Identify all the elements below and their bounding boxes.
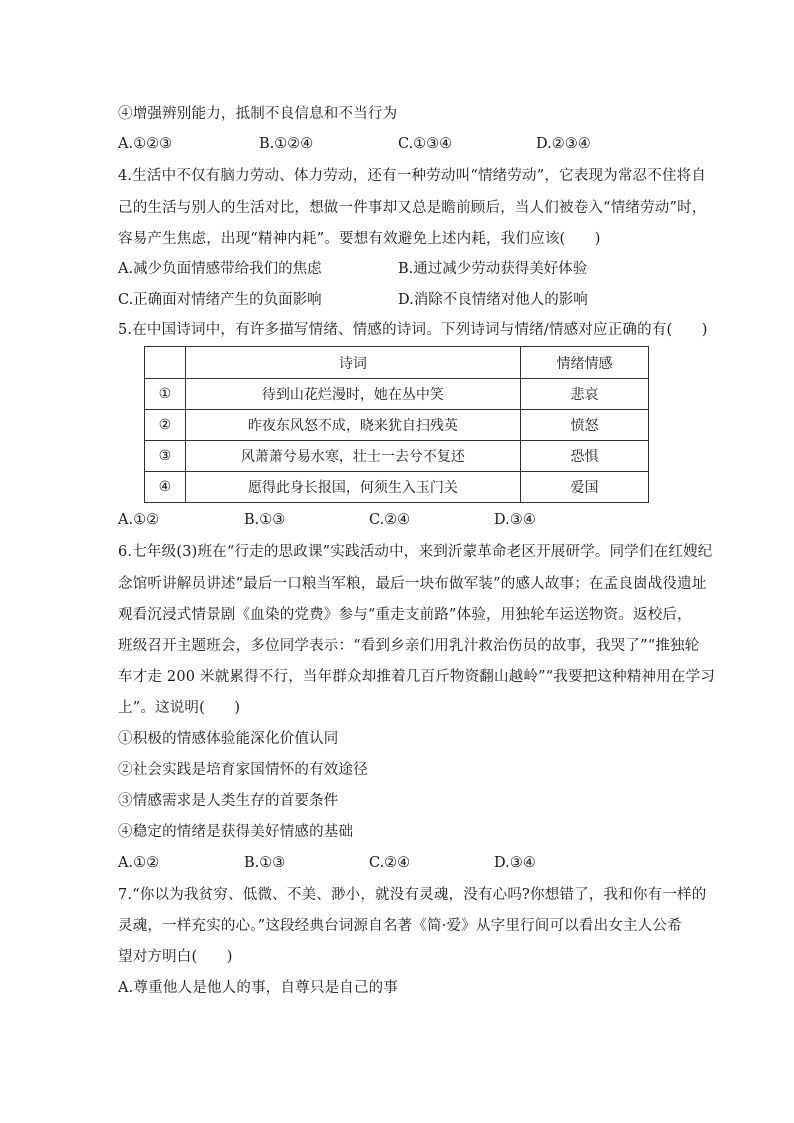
q6-item-4: ④稳定的情绪是获得美好情感的基础	[118, 824, 354, 840]
q6-stem-line-3: 观看沉浸式情景剧《血染的党费》参与“重走支前路”体验，用独轮车运送物资。返校后，	[118, 607, 692, 623]
q5-row-poem: 愿得此身长报国，何须生入玉门关	[185, 472, 520, 503]
q6-option-b[interactable]: B.①③	[244, 855, 286, 871]
q6-stem-line-6: 上”。这说明( )	[118, 700, 241, 716]
q4-option-d[interactable]: D.消除不良情绪对他人的影响	[398, 292, 588, 308]
q4-option-c[interactable]: C.正确面对情绪产生的负面影响	[118, 292, 322, 308]
q3-option-d[interactable]: D.②③④	[536, 136, 591, 152]
q6-item-1: ①积极的情感体验能深化价值认同	[118, 731, 339, 747]
q6-item-2: ②社会实践是培育家国情怀的有效途径	[118, 762, 368, 778]
q5-row-poem: 昨夜东风怒不成，晓来犹自扫残英	[185, 410, 520, 441]
table-row	[145, 379, 649, 410]
table-row	[145, 472, 649, 503]
q4-stem-line-3: 容易产生焦虑，出现“精神内耗”。要想有效避免上述内耗，我们应该( )	[118, 231, 601, 247]
q5-table-header	[145, 347, 649, 379]
q4-stem-line-2: 己的生活与别人的生活对比，想做一件事却又总是瞻前顾后，当人们被卷入“情绪劳动”时，	[118, 200, 707, 216]
q5-row-emotion: 愤怒	[521, 410, 649, 441]
q6-stem-line-1: 6.七年级(3)班在“行走的思政课”实践活动中，来到沂蒙革命老区开展研学。同学们在红嫂纪	[118, 544, 713, 560]
q5-row-emotion: 爱国	[521, 472, 649, 503]
q4-option-a[interactable]: A.减少负面情感带给我们的焦虑	[118, 261, 322, 277]
q6-option-c[interactable]: C.②④	[369, 855, 411, 871]
q5-stem: 5.在中国诗词中，有许多描写情绪、情感的诗词。下列诗词与情绪/情感对应正确的有( )	[118, 322, 708, 338]
q5-row-poem: 待到山花烂漫时，她在丛中笑	[185, 379, 520, 410]
q5-option-c[interactable]: C.②④	[369, 512, 411, 528]
q5-header-emotion: 情绪情感	[521, 347, 649, 379]
q5-row-number: ①	[145, 379, 186, 410]
q6-stem-line-5: 车才走 200 米就累得不行，当年群众却推着几百斤物资翻山越岭”“我要把这种精神用在学习	[118, 669, 716, 685]
q5-row-poem: 风萧萧兮易水寒，壮士一去兮不复还	[185, 441, 520, 472]
q3-item-4: ④增强辨别能力，抵制不良信息和不当行为	[118, 106, 398, 122]
q5-row-emotion: 恐惧	[521, 441, 649, 472]
q5-option-b[interactable]: B.①③	[244, 512, 286, 528]
q4-option-b[interactable]: B.通过减少劳动获得美好体验	[398, 261, 588, 277]
q3-option-b[interactable]: B.①②④	[259, 136, 314, 152]
q6-stem-line-2: 念馆听讲解员讲述“最后一口粮当军粮，最后一块布做军装”的感人故事；在孟良崮战役遗址	[118, 576, 707, 592]
q6-option-d[interactable]: D.③④	[494, 855, 536, 871]
q6-stem-line-4: 班级召开主题班会，多位同学表示：“看到乡亲们用乳汁救治伤员的故事，我哭了”“推独轮	[118, 638, 700, 654]
q5-option-a[interactable]: A.①②	[118, 512, 160, 528]
q6-option-a[interactable]: A.①②	[118, 855, 160, 871]
q3-option-c[interactable]: C.①③④	[398, 136, 453, 152]
q5-row-number: ②	[145, 410, 186, 441]
q5-table	[144, 346, 649, 503]
q7-stem-line-2: 灵魂，一样充实的心。”这段经典台词源自名著《简·爱》从字里行间可以看出女主人公希	[118, 918, 682, 934]
q5-row-emotion: 悲哀	[521, 379, 649, 410]
q5-row-number: ③	[145, 441, 186, 472]
q7-stem-line-3: 望对方明白( )	[118, 949, 233, 965]
table-row	[145, 410, 649, 441]
q7-stem-line-1: 7.“你以为我贫穷、低微、不美、渺小，就没有灵魂，没有心吗?你想错了，我和你有一样的	[118, 887, 707, 903]
q6-item-3: ③情感需求是人类生存的首要条件	[118, 793, 339, 809]
q5-header-blank	[145, 347, 186, 379]
q4-stem-line-1: 4.生活中不仅有脑力劳动、体力劳动，还有一种劳动叫“情绪劳动”，它表现为常忍不住将自	[118, 168, 707, 184]
q5-header-poem: 诗词	[185, 347, 520, 379]
q3-option-a[interactable]: A.①②③	[118, 136, 173, 152]
q5-option-d[interactable]: D.③④	[494, 512, 536, 528]
table-row	[145, 441, 649, 472]
q7-option-a[interactable]: A.尊重他人是他人的事，自尊只是自己的事	[118, 980, 399, 996]
q5-row-number: ④	[145, 472, 186, 503]
